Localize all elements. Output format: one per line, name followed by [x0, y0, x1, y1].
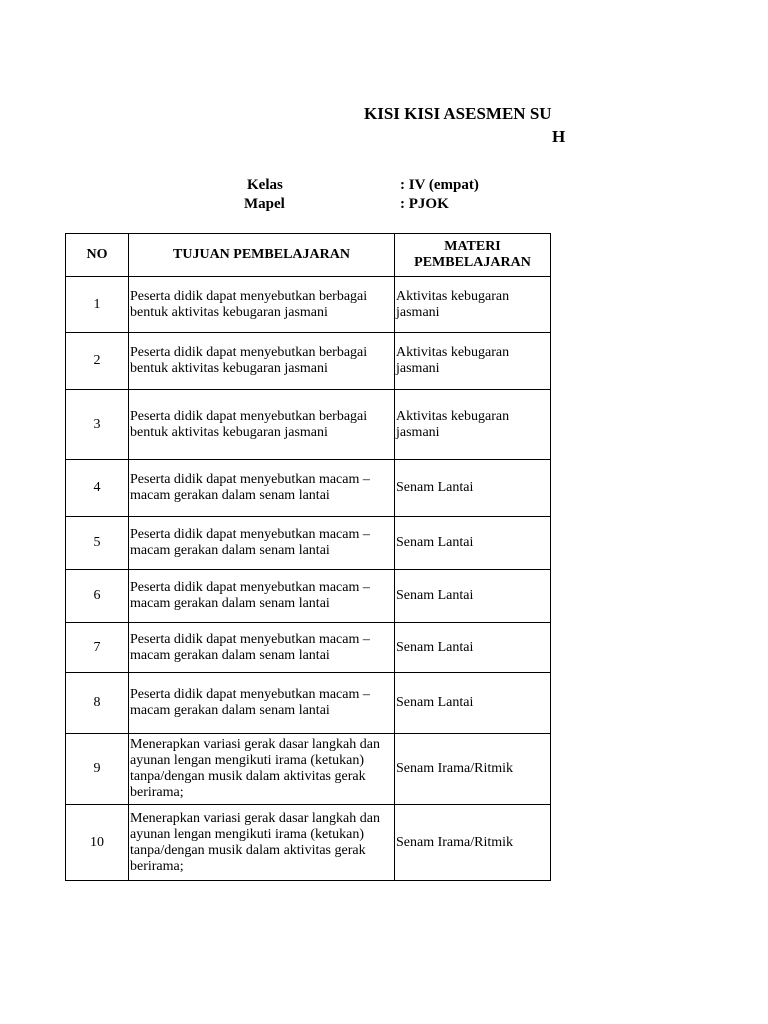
row-number: 10	[66, 805, 129, 881]
table-row	[66, 277, 551, 333]
row-number: 3	[66, 390, 129, 460]
materi-cell: Senam Irama/Ritmik	[395, 805, 551, 881]
column-header-tujuan: TUJUAN PEMBELAJARAN	[129, 234, 395, 277]
mapel-label: Mapel	[244, 196, 285, 212]
table-row	[66, 517, 551, 570]
tujuan-cell: Peserta didik dapat menyebutkan berbagai bentuk aktivitas kebugaran jasmani	[129, 277, 395, 333]
materi-cell: Senam Lantai	[395, 460, 551, 517]
materi-cell: Aktivitas kebugaran jasmani	[395, 333, 551, 390]
row-number: 6	[66, 570, 129, 623]
table-row	[66, 460, 551, 517]
tujuan-cell: Menerapkan variasi gerak dasar langkah dan ayunan lengan mengikuti irama (ketukan) tanpa/dengan musik dalam aktivitas gerak berirama;	[129, 734, 395, 805]
materi-cell: Senam Lantai	[395, 570, 551, 623]
column-header-no: NO	[66, 234, 129, 277]
materi-cell: Senam Lantai	[395, 623, 551, 673]
tujuan-cell: Peserta didik dapat menyebutkan berbagai bentuk aktivitas kebugaran jasmani	[129, 333, 395, 390]
kisi-kisi-table	[65, 233, 551, 881]
kelas-value: : IV (empat)	[400, 177, 479, 193]
row-number: 2	[66, 333, 129, 390]
column-header-materi: MATERI PEMBELAJARAN	[395, 234, 551, 277]
tujuan-cell: Peserta didik dapat menyebutkan berbagai bentuk aktivitas kebugaran jasmani	[129, 390, 395, 460]
row-number: 4	[66, 460, 129, 517]
row-number: 7	[66, 623, 129, 673]
materi-cell: Senam Irama/Ritmik	[395, 734, 551, 805]
table-row	[66, 673, 551, 734]
materi-cell: Senam Lantai	[395, 673, 551, 734]
table-row	[66, 805, 551, 881]
materi-cell: Aktivitas kebugaran jasmani	[395, 277, 551, 333]
table-row	[66, 734, 551, 805]
materi-cell: Aktivitas kebugaran jasmani	[395, 390, 551, 460]
table-row	[66, 333, 551, 390]
materi-cell: Senam Lantai	[395, 517, 551, 570]
tujuan-cell: Peserta didik dapat menyebutkan macam – macam gerakan dalam senam lantai	[129, 460, 395, 517]
kelas-label: Kelas	[247, 177, 283, 193]
tujuan-cell: Peserta didik dapat menyebutkan macam – macam gerakan dalam senam lantai	[129, 570, 395, 623]
table-row	[66, 390, 551, 460]
tujuan-cell: Peserta didik dapat menyebutkan macam – macam gerakan dalam senam lantai	[129, 517, 395, 570]
mapel-value: : PJOK	[400, 196, 449, 212]
tujuan-cell: Peserta didik dapat menyebutkan macam – macam gerakan dalam senam lantai	[129, 623, 395, 673]
document-title: KISI KISI ASESMEN SU	[364, 104, 552, 123]
row-number: 8	[66, 673, 129, 734]
tujuan-cell: Peserta didik dapat menyebutkan macam – macam gerakan dalam senam lantai	[129, 673, 395, 734]
row-number: 5	[66, 517, 129, 570]
row-number: 9	[66, 734, 129, 805]
document-subtitle: H	[552, 127, 566, 146]
table-row	[66, 570, 551, 623]
tujuan-cell: Menerapkan variasi gerak dasar langkah dan ayunan lengan mengikuti irama (ketukan) tanpa/dengan musik dalam aktivitas gerak berirama;	[129, 805, 395, 881]
title-clip	[0, 0, 566, 160]
table-row	[66, 623, 551, 673]
table-header-row	[66, 234, 551, 277]
row-number: 1	[66, 277, 129, 333]
